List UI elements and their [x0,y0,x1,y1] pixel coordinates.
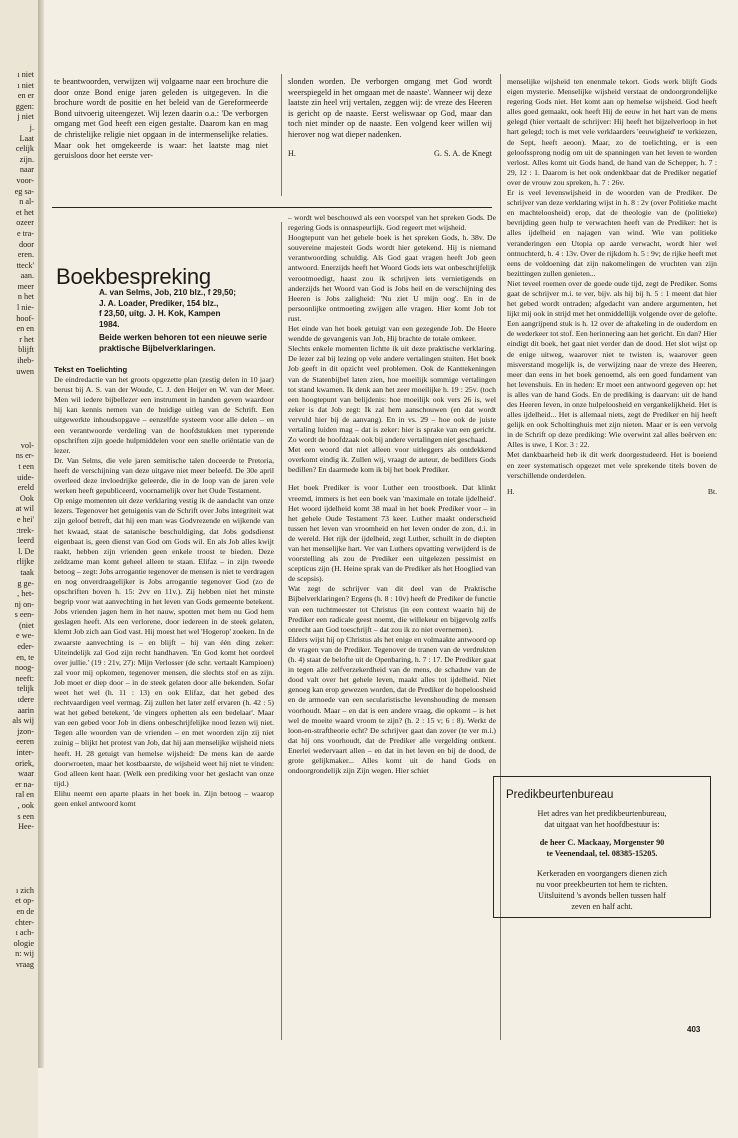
box-line: Kerkeraden en voorgangers dienen zich [537,869,667,878]
box-line: Het adres van het predikbeurtenbureau, [537,809,667,818]
gutter-text-fragment: ereld [17,483,34,493]
gutter-text-fragment [0,875,38,886]
gutter-text-fragment: er na- [15,779,34,789]
section-divider [52,207,492,208]
gutter-text-fragment: eg sa- [14,186,34,196]
body-paragraph: Elihu neemt een aparte plaats in het boek in. Zijn betoog – waarop geen enkel antwoord komt [54,788,274,809]
gutter-text-fragment: l nie- [16,303,34,313]
body-paragraph: – wordt wel beschouwd als een voorspel van het spreken Gods. De regering Gods is onnaspeurlijk. God regeert met wijsheid. [288,213,496,233]
gutter-text-fragment: ggen: [15,101,34,111]
signature-author: G. S. A. de Knegt [434,148,492,158]
body-paragraph: Er is veel levenswijsheid in de woorden van de Prediker. De schrijver van deze verklaring wijst in h. 8 : 2v (over Politieke macht en machteloosheid) erop, dat de theologie van de (politieke) bevrijding geen hulp te verwachten heeft van de Prediker: het is alles ijdelheid en najagen van wind. Wie van politieke veranderingen een Utopia op aarde verwacht, wordt hier wel ontnuchterd, h. 4 : 13v. Over de rijkdom h. 5 : 9v; de rijke heeft met eens de voldoening dat zijn nakomelingen de vruchten van zijn bezittingen zullen genieten... [507,188,717,278]
book-line-4: 1984. [99,319,120,329]
gutter-text-fragment: en er [17,91,34,101]
body-paragraph: Met een woord dat niet alleen voor uitleggers als ontdekkend overkomt eindig ik. Zullen wij, vraagt de auteur, de bedillers Gods bedillen? En daarmede kom ik bij het boek Prediker. [288,445,496,475]
gutter-text-fragment: at wil [15,504,34,514]
gutter-text-fragment: zijn. [19,154,34,164]
box-line: dat uitgaat van het hoofdbestuur is: [544,820,660,829]
book-line-3: f 23,50, uitg. J. H. Kok, Kampen [99,309,221,319]
gutter-text-fragment: ı niet [17,70,34,79]
gutter-text-fragment [0,398,38,409]
body-paragraph: Het einde van het boek getuigt van een gezegende Job. De Heere wendde de gevangenis van Job, Hij brachte de totale omkeer. [288,324,496,344]
signature-row [288,149,492,160]
gutter-text-fragment: e we- [16,631,34,641]
gutter-text-fragment: e tra- [16,228,34,238]
gutter-text-fragment: en, te [16,652,34,662]
gutter-text-fragment: Hee- [18,822,34,832]
gutter-text-fragment: meer [17,281,34,291]
body-paragraph: Slechts enkele momenten lichtte ik uit deze praktische verklaring. De lezer zal bij lezing op vele andere vertalingen stuiten. Het boek Job geeft in dit opzicht veel problemen. Ook de Kanttekeningen van de Statenbijbel laten zien, hoe moeilijk sommige vertalingen tot stand kwamen. Ik denk aan het zeer moeilijke h. 19 : 25v. (toch een hoogtepunt van belijdenis: hoe moeilijk ook vers 26 is, wel zeker is dat Job zegt: Ik zal hem aanschouwen (en dat wordt vervuld hier bij de aanvang). En in vs. 29 – hoe ook de juiste vertaling luiden mag – dat is zeker: hier is sprake van een gericht. Zo wordt de hoofdzaak ook bij andere vertalingen niet geschaad. [288,344,496,445]
gutter-text-fragment: naar [19,165,34,175]
gutter-text-fragment: leerd [17,536,34,546]
gutter-text-fragment: uwen [16,366,34,376]
box-line: nu voor preekbeurten tot hem te richten. [536,880,668,889]
gutter-text-fragment: (niet [18,620,34,630]
gutter-text-fragment: inter- [16,748,34,757]
body-paragraph: Op enige momenten uit deze verklaring vestig ik de aandacht van onze lezers. Tegenover het getuigenis van de Schrift over Jobs integriteit wat zijn geloof betreft, dat hij een man was Godvrezende en wijkende van het kwaad, staat de satanische beschuldiging, dat Jobs godsdienst eigenbaat is, geen dienst van God om Gods wil. En als Job alles kwijt raakt, hebben zijn vrienden geen enkele troost te bieden. Deze zeldzame man komt geheel alleen te staan. Elifaz – in zijn tweede betoog – zegt: Jobs arrogantie tegenover de mensen is niet te verdragen en nog onverdraagelijker is Jobs arrogantie tegenover God (zo de opschriften boven h. 15: 2vv en 11v.). Zij hebben niet het minste begrip voor wat aanvechting in het leven van Gods gemeente betekent. Jobs vrienden jagen hem in het nauw, spotten met hem nu God hem geslagen heeft. Als een verlorene, door iedereen in de steek gelaten, klemt Job zich aan God vast. Hij moest het wel 'Hogerop' zoeken. In de zwaarste aanvechting is – en blijft – hij van één ding zeker: Uiteindelijk zal God zijn recht handhaven. 'En God komt het oordeel over jullie.' (19 : 21v, 27): Mijn Verlosser (de schr. vertaalt Kampioen) zal voor mij opkomen, tegenover mensen, die slechts stof en as zijn. Job moet er diep door – in de steek gelaten door alle bekenden. Sofar weet het wel (h. 11 : 13) en ook Elifaz, dat het gebed des rechtvaardigen veel vermag. Zij zullen het later zelf ervaren (h. 42 : 5) wat het gebed betekent, 'de vingers ophetten als een bedelaar'. Maar van een gebed voor Job in diens onbeschrijfelijke nood lezen wij niet. Tegen alle woorden van de vrienden – en met woorden zijn zij niet zuinig – blijkt het protest van Job, dat hij aan menselijke wijsheid niets heeft. H. 28 getuigt van hemelse wijsheid: De mens kan de aarde doorwroeten, maar het kostbaarste, de wijsheid weet hij niet te vinden: God alleen kent haar. (Welk een prediking voor het geslacht van onze tijd.) [54,496,274,788]
box-phone: te Veenendaal, tel. 08385-15205. [546,849,658,858]
body-paragraph: Wat zegt de schrijver van dit deel van de Praktische Bijbelverklaringen? Ergens (h. 8 : 10v) heeft de Prediker de functie van een tuchtmeester tot Christus (in een context waarin hij de Prediker een radicale geest noemt, die willekeur en bijgevolg zelfs onrecht aan God toeschrijft – dat zou ik zo niet overnemen). [288,584,496,634]
gutter-text-fragment: r het [19,334,34,344]
gutter-text-fragment [0,420,38,431]
gutter-text-fragment: n: wij [15,949,34,959]
gutter-text-fragment: ns er- [15,451,34,461]
signature-initial: H. [507,486,515,496]
review-column-2 [288,213,496,776]
gutter-text-fragment: uide- [17,472,34,482]
gutter-text-fragment: vraag [15,959,34,969]
signature-initials: Bt. [707,486,717,496]
box-title: Predikbeurtenbureau [506,789,614,801]
book-details [99,288,275,355]
box-address: de heer C. Mackaay, Morgenster 90 [539,838,665,847]
gutter-text-fragment: tteck' [16,260,34,270]
gutter-text-fragment: vol- [20,440,34,450]
gutter-text-fragment: rlijke [16,557,34,567]
gutter-text-fragment: ozeer [16,218,34,228]
book-line-2: J. A. Loader, Prediker, 154 blz., [99,298,219,308]
previous-page-fragment [0,0,38,1138]
gutter-text-fragment: j niet [17,112,34,122]
gutter-text-fragment: telijk [17,684,34,694]
gutter-text-fragment: ologie [13,938,34,948]
body-paragraph: Hoogtepunt van het gehele boek is het spreken Gods, h. 38v. De souvereine majesteit Gods wordt hier getekend. Hij is niemand verantwoording schuldig. Als God gaat vragen heeft Job geen antwoord. Enerzijds heeft het Woord Gods iets wat onbeschrijfelijk verootmoedigt, haast zou ik schrijven iets vernietigends en anderzijds het Woord van God is Jobs heil en de verschijning des Heeren is Jobs zaligheid: 'Nu ziet U mijn oog'. En in de persoonlijke ontmoeting zwijgen alle vragen. Hier komt Job tot rust. [288,233,496,323]
gutter-text-fragment: taak [20,567,34,577]
section-heading: Boekbespreking [56,264,211,289]
gutter-text-fragment: s een [17,811,34,821]
gutter-text-fragment [0,854,38,865]
gutter-text-fragment: g ge- [17,578,34,588]
gutter-text-fragment: oriek, [15,758,34,768]
gutter-text-fragment: :trek- [16,525,34,535]
gutter-text-fragment: ral en [15,790,34,800]
body-paragraph: Dr. Van Selms, die vele jaren semitische talen doceerde te Pretoria, heeft de verschijning van deze uitgave niet meer beleefd. De 30e april overleed deze invloedrijke geleerde, die in de loop van de jaren vele werken heeft gepubliceerd, voornamelijk over het Oude Testament. [54,455,274,496]
gutter-text-fragment: chter- [15,917,34,927]
body-paragraph: Met dankbaarheid heb ik dit werk doorgestudeerd. Het is boeiend en zeer systematisch opgezet met vele sprekende titels boven de verschillende onderdelen. [507,450,717,480]
gutter-text-fragment: voor- [16,175,34,185]
intro-paragraph-2: slonden worden. De verborgen omgang met God wordt weerspiegeld in het omgaan met de naaste'. Wanneer wij deze laatste zin heel vrij vertalen, zeggen wij: de vreze des Heeren is gericht op de naaste. Eerst weliswaar op God, maar dan toch niet minder op de naaste. Een volgend keer willen wij hierover nog wat dieper nadenken. [288,77,492,139]
gutter-text-fragment: eder- [17,642,34,652]
column-rule [281,74,282,196]
gutter-text-fragment: j. [29,122,34,132]
gutter-text-fragment: e hei' [16,514,34,524]
column-rule [281,222,282,1040]
gutter-text-fragment [0,865,38,876]
gutter-text-fragment: Laat [19,133,34,143]
gutter-text-fragment: aan. [20,271,34,281]
gutter-text-fragment: als wij [12,716,34,726]
gutter-text-fragment [0,833,38,844]
gutter-text-fragment: hoof- [16,313,34,323]
intro-paragraph: te beantwoorden, verwijzen wij volgaarne naar een brochure die door onze Bond enige jaren geleden is uitgegeven. In die brochure wordt de positie en het beleid van de Gereformeerde Bond uitvoerig uiteengezet. Wij lezen daarin o.a.: 'De verborgen omgang met God heeft een eigen gestalte. Daarom kan en mag de christelijke religie niet opgaan in de intermenselijke relaties. Maar ook het omgekeerde is waar: het laatste mag niet geruisloos door het eerste ver- [54,77,268,161]
series-note: Beide werken behoren tot een nieuwe serie praktische Bijbelverklaringen. [99,333,267,353]
gutter-text-fragment: ıdere [17,695,34,705]
page-fold [38,0,44,1068]
gutter-text-fragment [0,430,38,441]
gutter-text-fragment [0,388,38,399]
body-paragraph: menselijke wijsheid ten enenmale tekort. Gods werk blijft Gods eigen mysterie. Menselijke wijsheid verstaat de ondoorgrondelijke regering Gods niet. Het komt aan op hemelse wijsheid. God heeft alles goed gemaakt, ook heeft Hij de eeuw in het hart van de mens gelegd (hier vertaalt de schrijver: Hij heeft het bijzelverloop in het hart gelegd; toch is met vele verklaarders 'eeuwigheid' te verkiezen, de Sept, heeft aeoon). Maar, zo de toelichting, er is een geloofssprong nodig om uit de spanningen van het leven te worden verlost. Alles komt uit Gods hand, de hand van de Schepper, h. 7 : 29, 12 : 1. Daarom is het ook ondenkbaar dat de Prediker negatief over de vrouw zou spreken, h. 7 : 26v. [507,77,717,187]
review-column-1 [54,365,274,809]
gutter-text-fragment: eeren [16,737,34,747]
gutter-text-fragment: jzon- [17,726,34,736]
gutter-text-fragment: Ook [19,493,34,503]
body-paragraph: Niet teveel roemen over de goede oude tijd, zegt de Prediker. Soms gaat de schrijver m.i. te ver, bijv. als hij bij h. 5 : 1 meent dat hier het gebed wordt ontraden; afgedacht van andere argumenten, het lijkt mij ook in strijd met het onmiddellijk volgende over de gelofte. Een aangrijpend stuk is h. 12 over de aftakeling in de ouderdom en de wederkeer tot stof. Een herinnering aan het gericht. En dan? Hier eindigt dit boek, het gaat niet verder dan de dood. Het slot wijst op de enige uitweg, waarover niet te twisten is, waarover geen misverstand mogelijk is, de verwijzing naar de vreze des Heeren, meer dan eens in het boek genoemd, als een goed fundament van het levenshuis. En in heden: Er moet een antwoord gegeven op: het is alles van de hand Gods. En de prediking is daarvan: uit de hand des Heeren leven, in onze hulpeloosheid en vergankelijkheid. Het is alles ijdelheid... Het is allemaal niets, zegt de Prediker en hij heeft gelijk en ook Scholtinghuis met zijn nieten. Maar er is een vervolg in de Schrift op deze prediking: Wie overwint zal alles beërven en: Alles is uwe, 1 Kor. 3 : 22. [507,278,717,450]
announcement-box [493,776,711,918]
gutter-text-fragment: s een- [14,610,34,620]
subheading: Tekst en Toelichting [54,365,128,374]
gutter-text-fragment: et op- [15,896,34,906]
gutter-text-fragment: n al- [19,197,34,207]
gutter-text-fragment: aarin [17,705,34,715]
box-line: Uitsluitend 's avonds bellen tussen half [538,891,666,900]
box-line: zeven en half acht. [571,902,633,911]
gutter-text-fragment: et het [16,207,34,217]
page-number: 403 [687,1025,701,1034]
gutter-text-fragment: blijft [18,345,34,355]
gutter-text-fragment: , ook [17,800,34,810]
gutter-text-fragment: ı zich [16,885,34,895]
gutter-text-fragment: neeft: [15,673,34,683]
body-paragraph: De eindredactie van het groots opgezette plan (zestig delen in 10 jaar) berust bij A. S. van der Woude, C. J. den Heijer en W. van der Meer. Men wil iedere bijbellezer een instrument in handen geven waardoor hij kan kennis nemen van de huidige uitleg van de Schrift. Een uitgewerkte inhoudsopgave – eenzelfde systeem voor alle delen – en een verantwoorde verdeling van de hoofdstukken met typerende opschriften zijn goede hulpmiddelen voor een snelle oriëntatie van de lezer. [54,375,274,455]
review-column-3 [507,77,717,497]
review-signature [507,487,717,497]
gutter-text-fragment: celijk [15,144,34,154]
body-paragraph [288,475,496,483]
gutter-text-fragment: door [18,239,34,249]
intro-text-left [54,77,268,162]
gutter-text-fragment [0,409,38,420]
intro-text-mid [288,77,492,159]
gutter-text-fragment: , het- [17,589,34,599]
gutter-text-fragment: en en [16,324,34,334]
gutter-text-fragment: eren. [17,250,34,260]
gutter-text-fragment: iheb- [17,356,34,366]
gutter-text-fragment: waar [18,769,34,779]
gutter-text-fragment: t een [18,461,34,471]
gutter-text-fragment: l. De [18,546,34,556]
gutter-text-fragment: noog- [14,663,34,673]
signature-initial: H. [288,148,296,158]
book-line-1: A. van Selms, Job, 210 blz., f 29,50; [99,288,236,297]
gutter-text-fragment: n het [17,292,34,302]
gutter-text-fragment [0,377,38,388]
gutter-text-fragment: nj on- [14,599,34,609]
gutter-text-fragment [0,843,38,854]
gutter-text-fragment: ı niet [17,80,34,90]
body-paragraph: Elders wijst hij op Christus als het enige en volmaakte antwoord op de vragen van de Prediker. Tegenover de tranen van de verdrukten (h. 4) staat de belofte uit de Openbaring, h. 7 : 17. De Prediker gaat in tegen alle zelfverzekerdheid van de mens, de schaduw van de dood valt over het gehele leven, maakt alles tot ijdelheid. Niet genoeg kan erop gewezen worden, dat de Prediker de hopeloosheid en de armoede van een secularistische levenshouding de mensen voorhoudt. Maar – en dat is een andere vraag, die opkomt – is het wel de moeite waard vroom te zijn? (h. 2 : 15 v; 6 : 8). Werkt de loon-en-straftheorie echt? De schrijver gaat dan zover (te ver m.i.) dat hij ons voorhoudt, dat de Prediker alle vergelding ontkent. Enerlei wedervaart allen – en dat in het leven en bij de dood, de grote gelijkmaker... Alles komt uit de hand Gods en ondoorgrondelijk zijn Zijn wegen. Hier schiet [288,634,496,776]
body-paragraph: Het boek Prediker is voor Luther een troostboek. Dat klinkt vreemd, immers is het een boek van 'maximale en totale ijdelheid'. Het woord ijdelheid komt 38 maal in het boek Prediker voor – in het gehele Oude Testament 73 keer. Luther maakt onderscheid tussen het leven van vroomheid en het leven onder de zon, d.i. in de wereld. Het rijk der ijdelheid, zegt Luther, schuilt in de diepten van het menselijke hart. Ver van Luthers opvatting verwijderd is de voorstelling als zou de Prediker een uitgelezen pessimist en scepticus zijn (H. Heine sprak van de Prediker als het Hooglied van de scepsis). [288,483,496,584]
gutter-text-fragment: en de [16,906,34,916]
gutter-text-fragment: ı ach- [15,928,34,938]
